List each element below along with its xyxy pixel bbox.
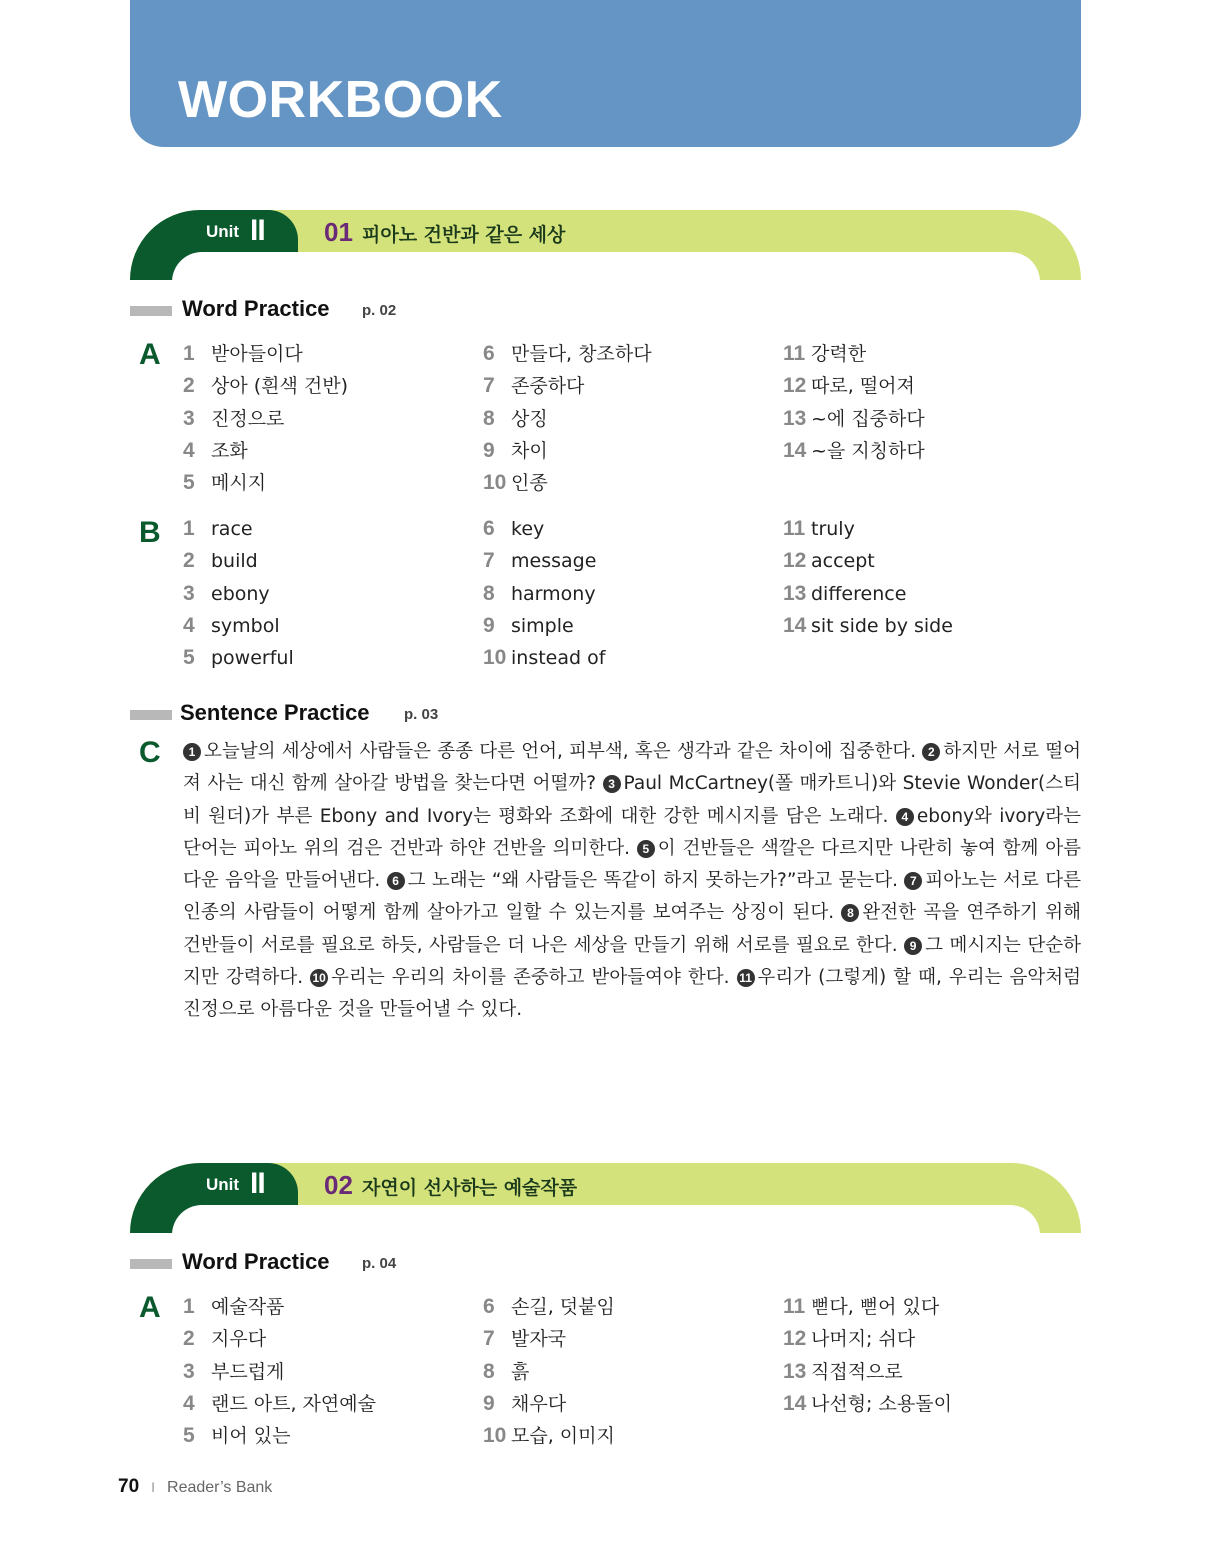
sentence-text: 그 노래는 “왜 사람들은 똑같이 하지 못하는가?”라고 묻는다. <box>407 870 905 892</box>
word-item <box>783 1357 903 1384</box>
item-text: 따로, 떨어져 <box>811 375 915 398</box>
exercise-letter-a: A <box>139 338 161 371</box>
word-item <box>483 614 574 638</box>
item-number: 8 <box>483 406 495 430</box>
item-text: 지우다 <box>211 1328 267 1351</box>
exercise-letter-b: B <box>139 516 161 549</box>
item-text: ~에 집중하다 <box>811 407 925 430</box>
sentence-text: 우리는 우리의 차이를 존중하고 받아들여야 한다. <box>331 967 737 989</box>
word-item <box>783 404 925 431</box>
item-number: 3 <box>183 1359 195 1383</box>
item-text: sit side by side <box>811 614 953 637</box>
item-text: truly <box>811 518 855 540</box>
word-item <box>483 436 548 463</box>
word-item <box>483 404 548 431</box>
word-item <box>183 371 348 398</box>
item-number: 2 <box>183 1327 195 1351</box>
item-number: 5 <box>183 471 195 495</box>
sentence <box>387 870 905 891</box>
item-text: 받아들이다 <box>211 343 303 365</box>
word-item <box>483 1357 529 1384</box>
word-item <box>783 582 906 606</box>
item-number: 10 <box>483 646 507 670</box>
item-text: 강력한 <box>811 343 867 365</box>
item-number: 13 <box>783 1359 807 1383</box>
sentence <box>310 967 736 988</box>
sentence-text: 오늘날의 세상에서 사람들은 종종 다른 언어, 피부색, 혹은 생각과 같은 차이에 집중한다. <box>204 741 923 762</box>
item-number: 8 <box>483 1359 495 1383</box>
page-number: 70 <box>118 1476 140 1497</box>
item-text: 모습, 이미지 <box>511 1425 615 1448</box>
sentence-number: 4 <box>896 808 914 826</box>
item-text: harmony <box>511 582 596 605</box>
word-item <box>483 582 596 606</box>
item-text: 비어 있는 <box>211 1425 291 1448</box>
item-text: 흙 <box>511 1360 530 1383</box>
item-number: 11 <box>783 1295 806 1318</box>
sentence-number: 8 <box>841 904 859 922</box>
sentence-number: 10 <box>310 969 328 987</box>
item-number: 7 <box>483 1327 495 1351</box>
word-item <box>183 1421 290 1448</box>
item-number: 2 <box>183 549 195 573</box>
item-text: 부드럽게 <box>211 1360 285 1383</box>
lesson-number: 01 <box>324 217 353 247</box>
item-text: build <box>211 550 258 573</box>
sentence-text: Paul McCartney(폴 매카트니)와 Stevie Wonder(스티비 원더)가 부른 Ebony and Ivory는 평화와 조화에 대한 강한 메시지를 담은 노래다. <box>183 773 1081 827</box>
item-text: 진정으로 <box>211 407 285 430</box>
item-text: key <box>511 518 545 540</box>
word-item <box>183 646 294 670</box>
item-text: 존중하다 <box>511 375 585 398</box>
footer-separator: I <box>151 1479 156 1495</box>
item-text: 나머지; 쉬다 <box>811 1328 916 1351</box>
item-number: 1 <box>183 517 195 540</box>
item-number: 1 <box>183 342 195 365</box>
word-item <box>783 1389 952 1416</box>
exercise-letter-a: A <box>139 1291 161 1324</box>
item-text: 뻗다, 뻗어 있다 <box>811 1296 940 1318</box>
word-item <box>183 436 248 463</box>
unit-label: Unit <box>206 222 240 241</box>
workbook-banner <box>130 0 1081 147</box>
word-item <box>183 1357 284 1384</box>
word-item <box>183 517 253 541</box>
item-text: 손길, 덧붙임 <box>511 1296 615 1318</box>
item-number: 5 <box>183 646 195 670</box>
sentence-number: 3 <box>603 775 621 793</box>
item-text: 나선형; 소용돌이 <box>811 1392 952 1415</box>
word-item <box>183 1389 376 1416</box>
item-text: 상아 (흰색 건반) <box>211 375 349 398</box>
item-number: 2 <box>183 374 195 398</box>
item-text: 발자국 <box>511 1328 567 1351</box>
item-text: 인종 <box>511 472 548 495</box>
item-text: symbol <box>211 614 280 637</box>
item-number: 12 <box>783 374 807 398</box>
exercise-letter-c: C <box>139 736 161 769</box>
sentence-number: 2 <box>922 743 940 761</box>
item-number: 12 <box>783 1327 807 1351</box>
word-item <box>483 468 548 495</box>
unit-header-2 <box>130 1163 1081 1233</box>
sentence-text: 그 메시지는 단순하지만 강력하다. <box>183 934 1081 989</box>
book-title: Reader’s Bank <box>167 1479 273 1496</box>
item-number: 4 <box>183 1391 195 1415</box>
word-item <box>783 549 875 573</box>
section-title: Word Practice <box>182 296 330 321</box>
word-item <box>183 549 258 573</box>
word-item <box>183 582 270 606</box>
sentence-text: 완전한 곡을 연주하기 위해 건반들이 서로를 필요로 하듯, 사람들은 더 나은 세상을 만들기 위해 서로를 필요로 한다. <box>183 902 1081 956</box>
item-text: difference <box>811 582 907 605</box>
word-item <box>783 371 915 398</box>
sentence <box>183 741 922 762</box>
item-text: ebony <box>211 582 270 605</box>
word-item <box>183 339 303 366</box>
item-text: simple <box>511 614 574 637</box>
word-item <box>183 1324 266 1351</box>
item-text: 예술작품 <box>211 1296 285 1318</box>
word-item <box>483 1389 566 1416</box>
sentence-practice-paragraph <box>183 736 1081 1027</box>
item-number: 6 <box>483 517 495 540</box>
word-item <box>783 1292 939 1319</box>
word-item <box>183 468 266 495</box>
item-number: 13 <box>783 581 807 605</box>
item-number: 13 <box>783 406 807 430</box>
item-text: message <box>511 550 597 573</box>
lesson-title: 피아노 건반과 같은 세상 <box>362 224 566 246</box>
item-number: 14 <box>783 1391 807 1415</box>
word-item <box>783 339 866 366</box>
word-item <box>783 614 953 638</box>
item-number: 14 <box>783 438 807 462</box>
word-item <box>183 1292 284 1319</box>
unit-number: II <box>250 214 265 247</box>
section-title: Word Practice <box>182 1249 330 1274</box>
item-text: 채우다 <box>511 1392 567 1415</box>
word-item <box>483 549 596 573</box>
sentence-number: 5 <box>637 840 655 858</box>
section-page: p. 03 <box>404 706 439 723</box>
word-item <box>183 614 280 638</box>
sentence-number: 7 <box>904 872 922 890</box>
item-number: 11 <box>783 517 806 540</box>
item-number: 8 <box>483 581 495 605</box>
word-item <box>483 646 605 670</box>
item-number: 7 <box>483 374 495 398</box>
item-number: 12 <box>783 549 807 573</box>
item-number: 4 <box>183 438 195 462</box>
page-footer <box>118 1476 272 1498</box>
word-item <box>183 404 284 431</box>
sentence-text: 우리가 (그렇게) 할 때, 우리는 음악처럼 진정으로 아름다운 것을 만들어낼 수 있다. <box>183 967 1081 1021</box>
word-item <box>783 1324 915 1351</box>
word-item <box>483 371 584 398</box>
item-number: 3 <box>183 581 195 605</box>
sentence-number: 1 <box>183 743 201 761</box>
item-number: 9 <box>483 613 495 637</box>
section-title: Sentence Practice <box>180 700 370 725</box>
item-number: 6 <box>483 342 495 365</box>
sentence-text: ebony와 ivory라는 단어는 피아노 위의 검은 건반과 하얀 건반을 의미한다. <box>183 805 1081 859</box>
sentence-number: 11 <box>737 969 755 987</box>
item-text: race <box>211 518 253 540</box>
sentence-number: 6 <box>387 872 405 890</box>
item-text: 차이 <box>511 439 548 462</box>
item-number: 3 <box>183 406 195 430</box>
item-text: instead of <box>511 647 606 670</box>
word-item <box>783 517 855 541</box>
word-item <box>483 339 652 366</box>
item-number: 6 <box>483 1295 495 1318</box>
word-item <box>483 517 544 541</box>
unit-header-1 <box>130 210 1081 280</box>
unit-label: Unit <box>206 1175 240 1194</box>
item-number: 10 <box>483 1424 507 1448</box>
lesson-title: 자연이 선사하는 예술작품 <box>362 1177 578 1199</box>
item-text: accept <box>811 550 875 573</box>
word-item <box>483 1292 615 1319</box>
item-number: 14 <box>783 613 807 637</box>
item-number: 9 <box>483 438 495 462</box>
sentence-number: 9 <box>904 937 922 955</box>
word-item <box>783 436 925 463</box>
unit-number: II <box>250 1167 265 1200</box>
item-number: 11 <box>783 342 806 365</box>
item-number: 5 <box>183 1424 195 1448</box>
item-text: 상징 <box>511 407 548 430</box>
sentence-text: 피아노는 서로 다른 인종의 사람들이 어떻게 함께 살아가고 일할 수 있는지를 보여주는 상징이 된다. <box>183 870 1082 924</box>
item-text: powerful <box>211 647 294 670</box>
item-number: 1 <box>183 1295 195 1318</box>
banner-title: WORKBOOK <box>178 71 503 129</box>
item-text: 만들다, 창조하다 <box>511 343 652 365</box>
item-number: 7 <box>483 549 495 573</box>
section-page: p. 02 <box>362 302 397 319</box>
item-number: 9 <box>483 1391 495 1415</box>
word-item <box>483 1421 615 1448</box>
section-page: p. 04 <box>362 1255 397 1272</box>
item-text: 메시지 <box>211 472 267 495</box>
lesson-number: 02 <box>324 1170 353 1200</box>
sentence-text: 이 건반들은 색깔은 다르지만 나란히 놓여 함께 아름다운 음악을 만들어낸다. <box>183 837 1081 892</box>
item-number: 4 <box>183 613 195 637</box>
item-text: ~을 지칭하다 <box>811 439 925 462</box>
item-text: 조화 <box>211 439 248 462</box>
sentence-text: 하지만 서로 떨어져 사는 대신 함께 살아갈 방법을 찾는다면 어떨까? <box>183 741 1081 795</box>
item-number: 10 <box>483 471 507 495</box>
word-item <box>483 1324 566 1351</box>
item-text: 직접적으로 <box>811 1360 903 1383</box>
item-text: 랜드 아트, 자연예술 <box>211 1392 376 1415</box>
